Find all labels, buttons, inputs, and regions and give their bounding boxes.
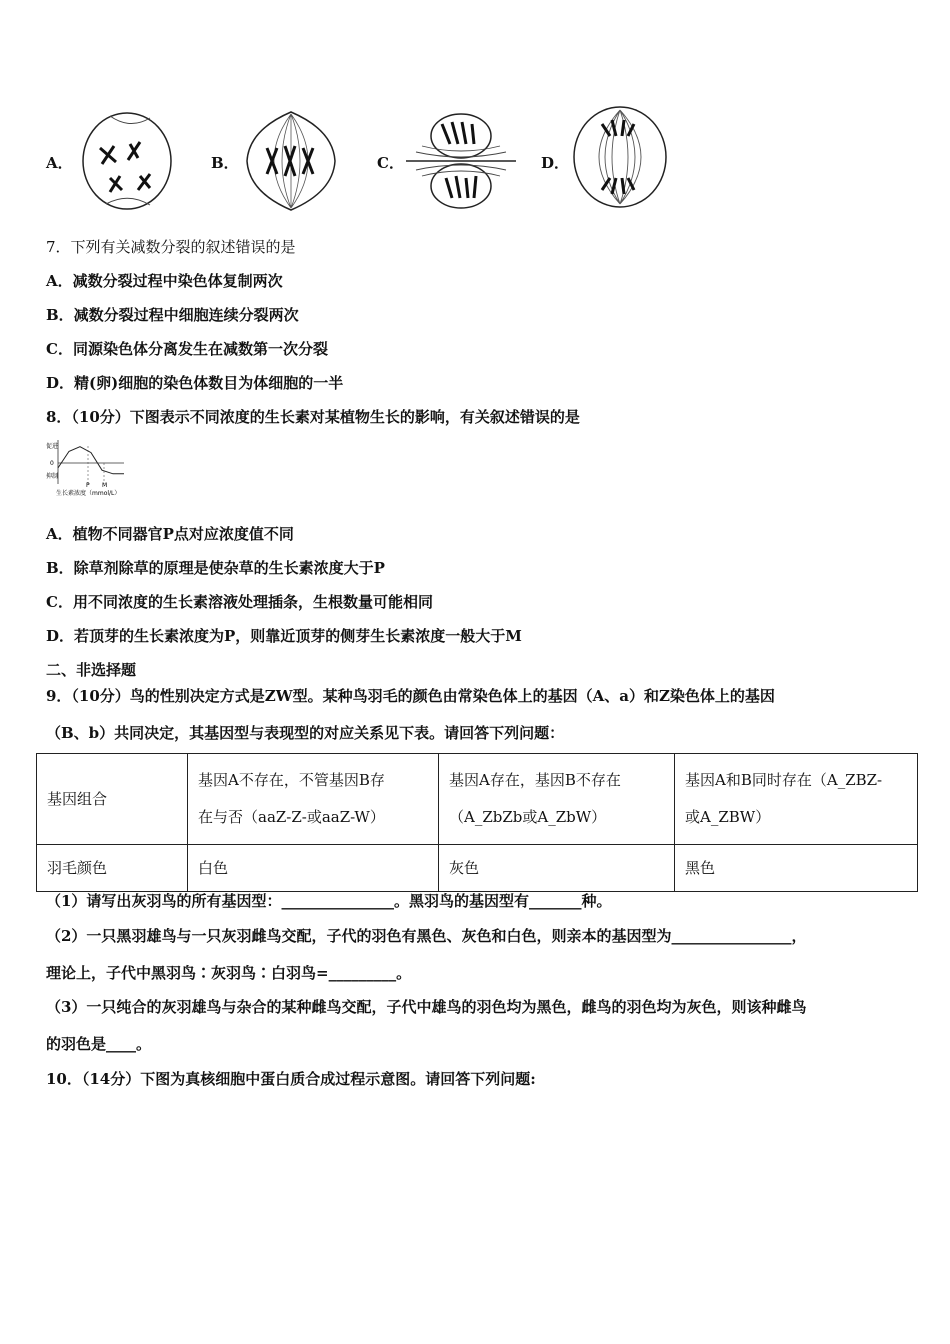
q7-option-b: B．减数分裂过程中细胞连续分裂两次 [46, 306, 299, 324]
chart-ylabel-top: 促进 [46, 443, 59, 450]
q7-option-a: A．减数分裂过程中染色体复制两次 [46, 272, 283, 290]
q9-sub2-line1: （2）一只黑羽雄鸟与一只灰羽雌鸟交配，子代的羽色有黑色、灰色和白色，则亲本的基因型为________________， [46, 927, 807, 945]
q9-sub1: （1）请写出灰羽鸟的所有基因型：_______________。黑羽鸟的基因型有_______种。 [46, 892, 612, 910]
option-c-label: C． [377, 154, 404, 172]
q7-stem: 7．下列有关减数分裂的叙述错误的是 [46, 238, 296, 256]
col3-line2: 或A_ZBW） [685, 808, 771, 826]
cell-telophase-plate-icon [402, 108, 520, 214]
table-row [37, 845, 918, 892]
option-d-label: D． [541, 154, 570, 172]
q8-option-d: D．若顶芽的生长素浓度为P，则靠近顶芽的侧芽生长素浓度一般大于M [46, 627, 522, 645]
auxin-growth-chart [44, 436, 144, 498]
table-cell-col3 [675, 754, 918, 845]
chart-series-line [58, 447, 124, 474]
table-color-white: 白色 [188, 845, 439, 892]
table-header-genotype: 基因组合 [37, 754, 188, 845]
q10-stem: 10．（14分）下图为真核细胞中蛋白质合成过程示意图。请回答下列问题: [46, 1070, 536, 1088]
chart-tick-m: M [102, 482, 108, 489]
table-row [37, 754, 918, 845]
q9-sub2-line2: 理论上，子代中黑羽鸟∶灰羽鸟∶白羽鸟=_________。 [46, 964, 412, 982]
q8-stem: 8．（10分）下图表示不同浓度的生长素对某植物生长的影响，有关叙述错误的是 [46, 408, 580, 426]
chart-xlabel: 生长素浓度（mmol/L） [56, 490, 121, 497]
col1-line2: 在与否（aaZ-Z-或aaZ-W） [198, 808, 385, 826]
q9-sub3-line1: （3）一只纯合的灰羽雄鸟与杂合的某种雌鸟交配，子代中雄鸟的羽色均为黑色，雌鸟的羽色均为灰色，则该种雌鸟 [46, 998, 807, 1016]
col2-line1: 基因A存在，基因B不存在 [449, 771, 621, 789]
q9-sub3-line2: 的羽色是____。 [46, 1035, 152, 1053]
q9-stem-line1: 9．（10分）鸟的性别决定方式是ZW型。某种鸟羽毛的颜色由常染色体上的基因（A、a）和Z染色体上的基因 [46, 687, 775, 705]
q7-option-c: C．同源染色体分离发生在减数第一次分裂 [46, 340, 328, 358]
chart-ylabel-bottom: 抑制 [46, 473, 59, 480]
table-cell-col2 [439, 754, 675, 845]
option-a-label: A． [46, 154, 73, 172]
table-header-color: 羽毛颜色 [37, 845, 188, 892]
table-cell-col1 [188, 754, 439, 845]
genotype-table [36, 753, 918, 892]
cell-metaphase-plate-icon [243, 110, 339, 212]
chart-ylabel-zero: 0 [50, 460, 54, 467]
table-color-black: 黑色 [675, 845, 918, 892]
q7-option-d: D．精(卵)细胞的染色体数目为体细胞的一半 [46, 374, 344, 392]
chart-tick-p: P [86, 482, 90, 489]
q8-option-c: C．用不同浓度的生长素溶液处理插条，生根数量可能相同 [46, 593, 433, 611]
option-b-label: B． [211, 154, 239, 172]
table-color-gray: 灰色 [439, 845, 675, 892]
col3-line1: 基因A和B同时存在（A_ZBZ- [685, 771, 883, 789]
q8-option-b: B．除草剂除草的原理是使杂草的生长素浓度大于P [46, 559, 385, 577]
cell-anaphase-spindle-icon [570, 104, 670, 210]
col2-line2: （A_ZbZb或A_ZbW） [449, 808, 607, 826]
q8-option-a: A．植物不同器官P点对应浓度值不同 [46, 525, 294, 543]
cell-metaphase-scattered-icon [80, 110, 175, 212]
col1-line1: 基因A不存在，不管基因B存 [198, 771, 385, 789]
section-heading: 二、非选择题 [46, 661, 137, 679]
q9-stem-line2: （B、b）共同决定，其基因型与表现型的对应关系见下表。请回答下列问题： [46, 724, 565, 742]
